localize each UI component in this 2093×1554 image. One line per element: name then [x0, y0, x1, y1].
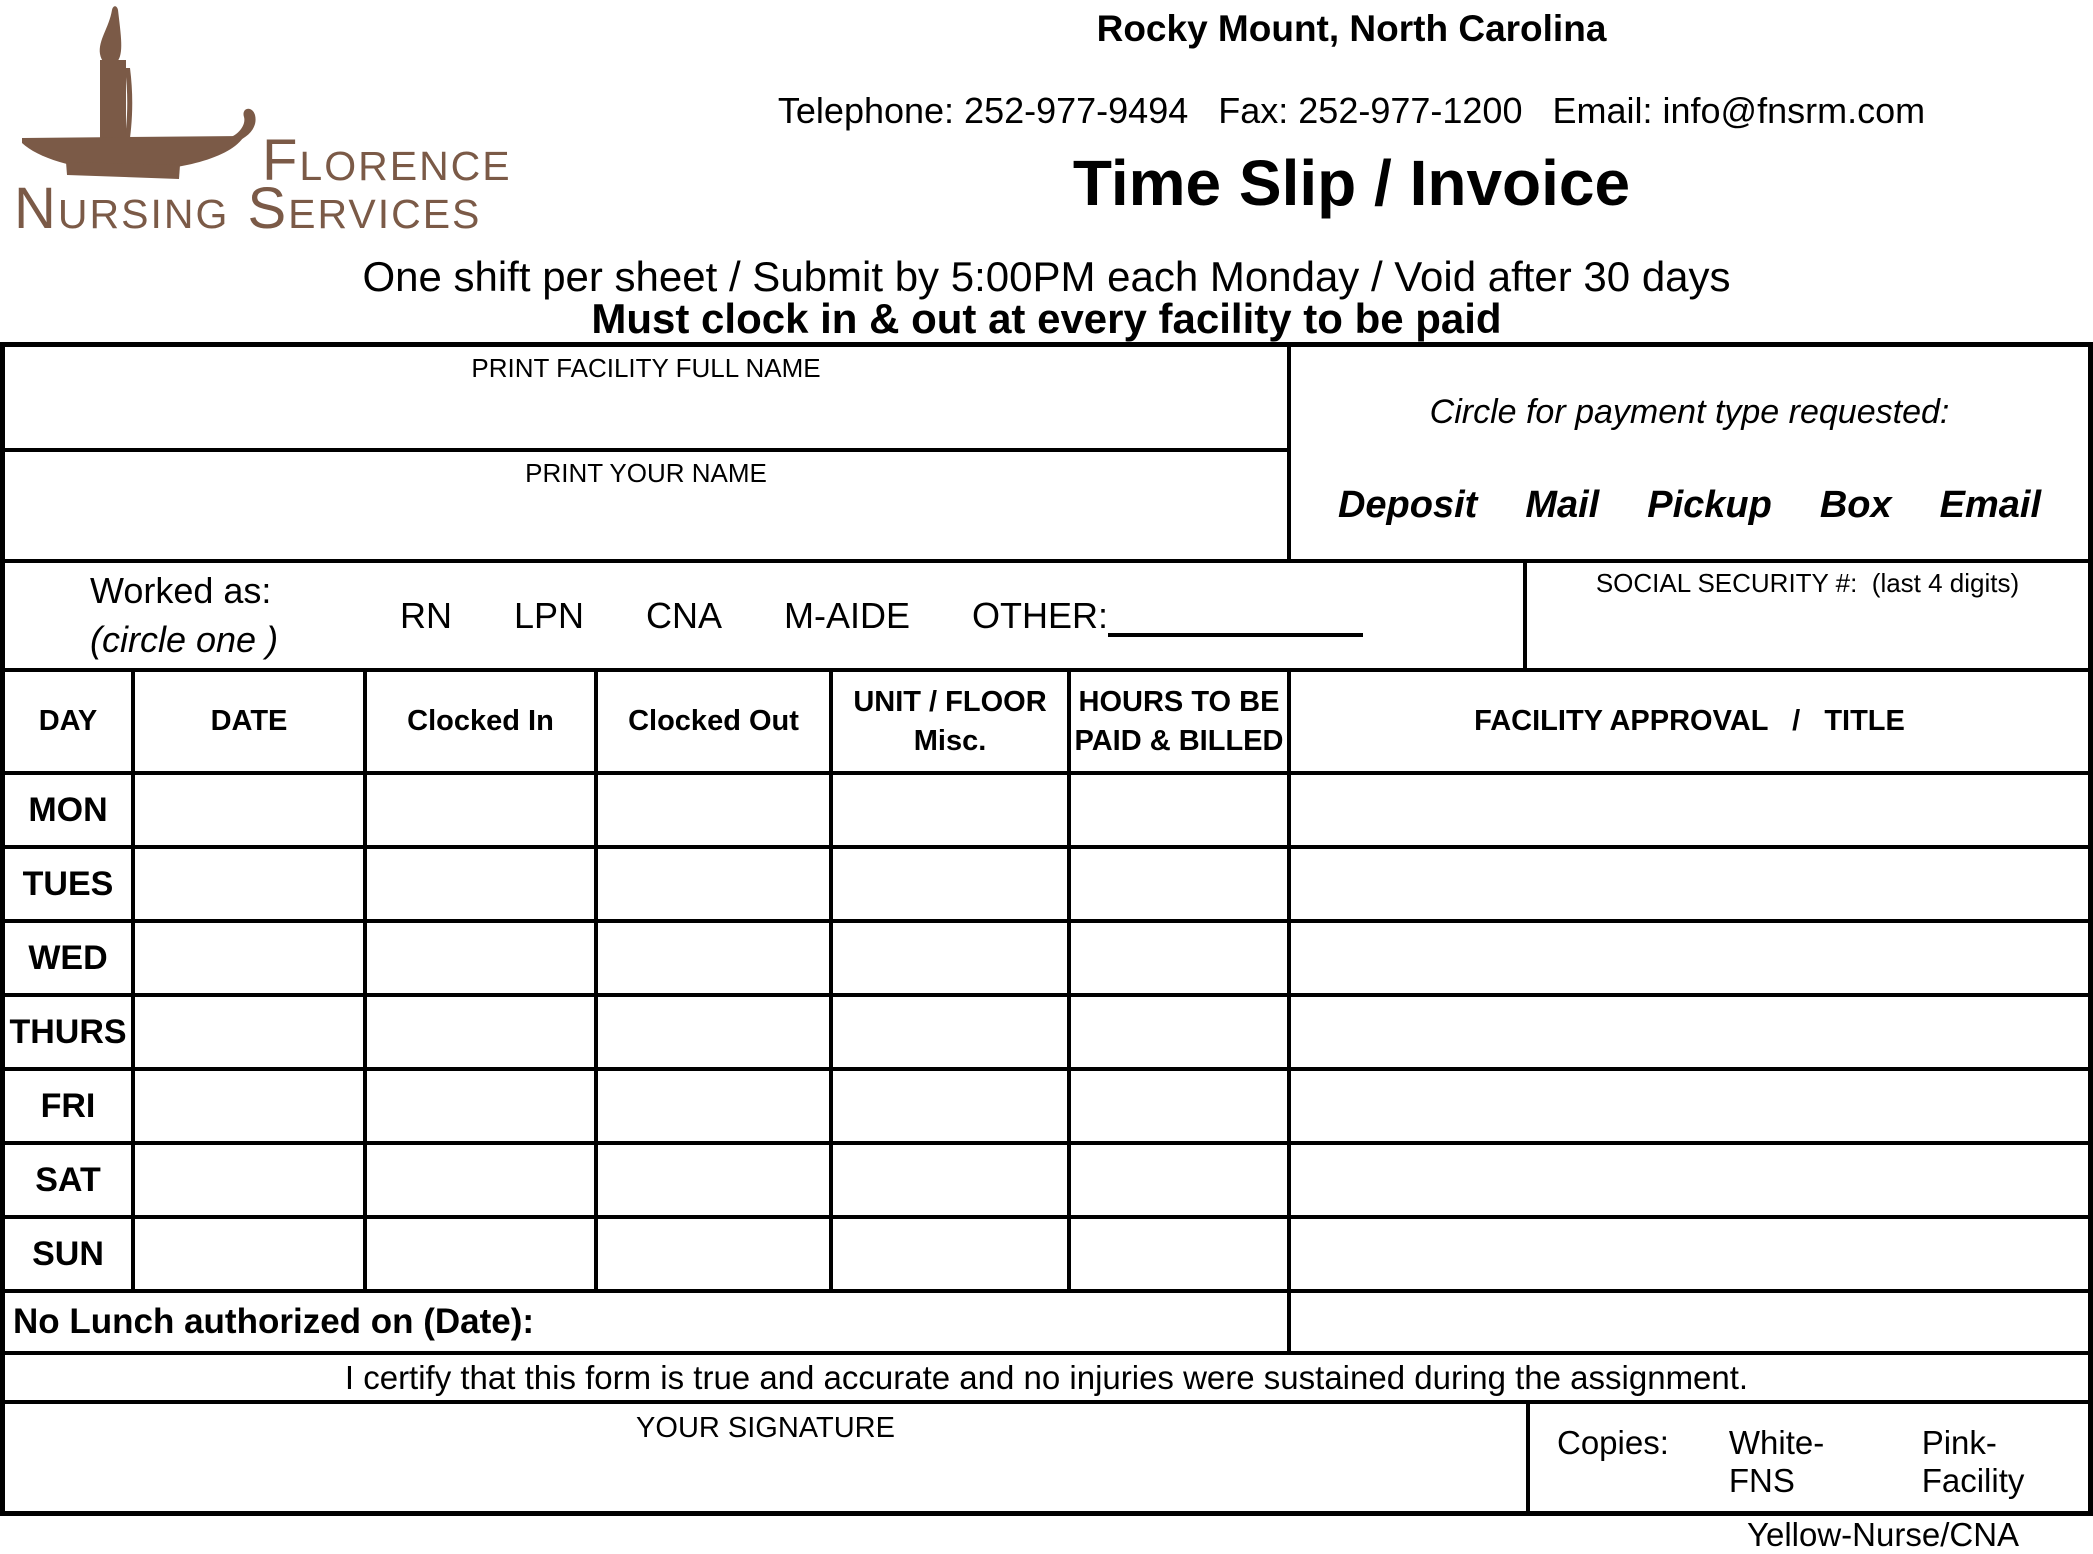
copies-label: Copies: — [1557, 1424, 1669, 1461]
col-header-hours: HOURS TO BE PAID & BILLED — [1071, 672, 1291, 775]
wed-unit-cell[interactable] — [833, 923, 1071, 997]
sun-unit-cell[interactable] — [833, 1219, 1071, 1293]
logo-text-line2: Nursing Services — [14, 176, 482, 241]
no-lunch-right-cell[interactable] — [1291, 1293, 2088, 1355]
signature-section — [5, 1404, 2088, 1553]
payment-option-mail[interactable]: Mail — [1525, 484, 1600, 526]
credential-other-blank[interactable] — [1108, 595, 1363, 637]
signature-field[interactable] — [5, 1404, 1530, 1511]
no-lunch-field[interactable] — [5, 1293, 1291, 1355]
credential-options — [400, 595, 1363, 637]
credential-option-cna[interactable]: CNA — [646, 594, 723, 636]
worked-as-label: Worked as: — [90, 569, 272, 611]
day-label-sun: SUN — [5, 1219, 135, 1293]
form-title: Time Slip / Invoice — [1072, 147, 1631, 219]
col-header-approval: FACILITY APPROVAL / TITLE — [1291, 672, 2088, 775]
col-header-date: DATE — [135, 672, 367, 775]
sun-hours-cell[interactable] — [1071, 1219, 1291, 1293]
fri-unit-cell[interactable] — [833, 1071, 1071, 1145]
wed-approval-cell[interactable] — [1291, 923, 2088, 997]
mon-approval-cell[interactable] — [1291, 775, 2088, 849]
credential-other-label: OTHER: — [972, 594, 1109, 636]
col-header-day: DAY — [5, 672, 135, 775]
copies-yellow-nurse: Yellow-Nurse/CNA — [1747, 1516, 2020, 1553]
day-label-fri: FRI — [5, 1071, 135, 1145]
time-slip-sheet — [0, 342, 2093, 1553]
payment-option-box[interactable]: Box — [1819, 484, 1892, 526]
col-header-unit-floor: UNIT / FLOOR Misc. — [833, 672, 1071, 775]
credential-option-lpn[interactable]: LPN — [514, 594, 585, 636]
no-lunch-section — [5, 1293, 2088, 1355]
thurs-hours-cell[interactable] — [1071, 997, 1291, 1071]
tues-date-cell[interactable] — [135, 849, 367, 923]
sun-clocked-out-cell[interactable] — [598, 1219, 833, 1293]
fri-clocked-in-cell[interactable] — [367, 1071, 598, 1145]
sun-approval-cell[interactable] — [1291, 1219, 2088, 1293]
col-header-clocked-out: Clocked Out — [598, 672, 833, 775]
signature-label: YOUR SIGNATURE — [636, 1412, 895, 1444]
certification-statement: I certify that this form is true and accurate and no injuries were sustained during the assignment. — [344, 1358, 1749, 1396]
mon-hours-cell[interactable] — [1071, 775, 1291, 849]
ssn-field[interactable] — [1527, 563, 2088, 672]
lamp-icon — [22, 6, 256, 179]
day-label-thurs: THURS — [5, 997, 135, 1071]
mon-unit-cell[interactable] — [833, 775, 1071, 849]
fri-approval-cell[interactable] — [1291, 1071, 2088, 1145]
tues-approval-cell[interactable] — [1291, 849, 2088, 923]
clock-in-warning: Must clock in & out at every facility to be paid — [591, 295, 1502, 342]
sat-hours-cell[interactable] — [1071, 1145, 1291, 1219]
thurs-clocked-out-cell[interactable] — [598, 997, 833, 1071]
fri-hours-cell[interactable] — [1071, 1071, 1291, 1145]
no-lunch-label: No Lunch authorized on (Date): — [13, 1302, 535, 1341]
thurs-unit-cell[interactable] — [833, 997, 1071, 1071]
your-name-field[interactable] — [5, 452, 1291, 563]
your-name-label: PRINT YOUR NAME — [525, 458, 767, 488]
ssn-label: SOCIAL SECURITY #: (last 4 digits) — [1595, 568, 2020, 598]
day-label-sat: SAT — [5, 1145, 135, 1219]
sat-unit-cell[interactable] — [833, 1145, 1071, 1219]
circle-one-hint: (circle one ) — [90, 618, 279, 660]
top-section — [5, 347, 2088, 563]
sat-approval-cell[interactable] — [1291, 1145, 2088, 1219]
wed-date-cell[interactable] — [135, 923, 367, 997]
credential-option-rn[interactable]: RN — [400, 594, 452, 636]
company-location: Rocky Mount, North Carolina — [1096, 8, 1607, 49]
sat-date-cell[interactable] — [135, 1145, 367, 1219]
wed-hours-cell[interactable] — [1071, 923, 1291, 997]
tues-hours-cell[interactable] — [1071, 849, 1291, 923]
payment-option-email[interactable]: Email — [1939, 484, 2042, 526]
thurs-date-cell[interactable] — [135, 997, 367, 1071]
florence-nursing-logo — [6, 2, 566, 252]
thurs-clocked-in-cell[interactable] — [367, 997, 598, 1071]
tues-unit-cell[interactable] — [833, 849, 1071, 923]
payment-prompt: Circle for payment type requested: — [1429, 393, 1950, 431]
day-label-tues: TUES — [5, 849, 135, 923]
credential-option-maide[interactable]: M-AIDE — [784, 594, 911, 636]
sat-clocked-in-cell[interactable] — [367, 1145, 598, 1219]
fri-date-cell[interactable] — [135, 1071, 367, 1145]
tues-clocked-out-cell[interactable] — [598, 849, 833, 923]
copies-box — [1530, 1404, 2088, 1553]
mon-clocked-out-cell[interactable] — [598, 775, 833, 849]
facility-name-label: PRINT FACILITY FULL NAME — [471, 353, 821, 383]
copies-pink-facility: Pink-Facility — [1921, 1424, 2025, 1499]
sat-clocked-out-cell[interactable] — [598, 1145, 833, 1219]
timesheet-table — [5, 672, 2088, 1293]
worked-as-section — [5, 563, 2088, 672]
fri-clocked-out-cell[interactable] — [598, 1071, 833, 1145]
payment-option-deposit[interactable]: Deposit — [1337, 484, 1478, 526]
thurs-approval-cell[interactable] — [1291, 997, 2088, 1071]
mon-clocked-in-cell[interactable] — [367, 775, 598, 849]
payment-option-pickup[interactable]: Pickup — [1647, 484, 1772, 526]
worked-as-cell — [5, 563, 1527, 672]
tues-clocked-in-cell[interactable] — [367, 849, 598, 923]
day-label-wed: WED — [5, 923, 135, 997]
contact-line: Telephone: 252-977-9494 Fax: 252-977-1200 Email: info@fnsrm.com — [777, 90, 1926, 131]
sun-clocked-in-cell[interactable] — [367, 1219, 598, 1293]
copies-white-fns: White-FNS — [1728, 1424, 1825, 1499]
logo-text-line1: Florence — [262, 128, 512, 193]
payment-options — [1338, 484, 2041, 527]
certification-row — [5, 1355, 2088, 1404]
mon-date-cell[interactable] — [135, 775, 367, 849]
wed-clocked-in-cell[interactable] — [367, 923, 598, 997]
facility-name-field[interactable] — [5, 347, 1291, 452]
sun-date-cell[interactable] — [135, 1219, 367, 1293]
payment-type-box — [1291, 347, 2088, 563]
col-header-clocked-in: Clocked In — [367, 672, 598, 775]
wed-clocked-out-cell[interactable] — [598, 923, 833, 997]
day-label-mon: MON — [5, 775, 135, 849]
form-instructions: One shift per sheet / Submit by 5:00PM each Monday / Void after 30 days — [362, 253, 1731, 300]
